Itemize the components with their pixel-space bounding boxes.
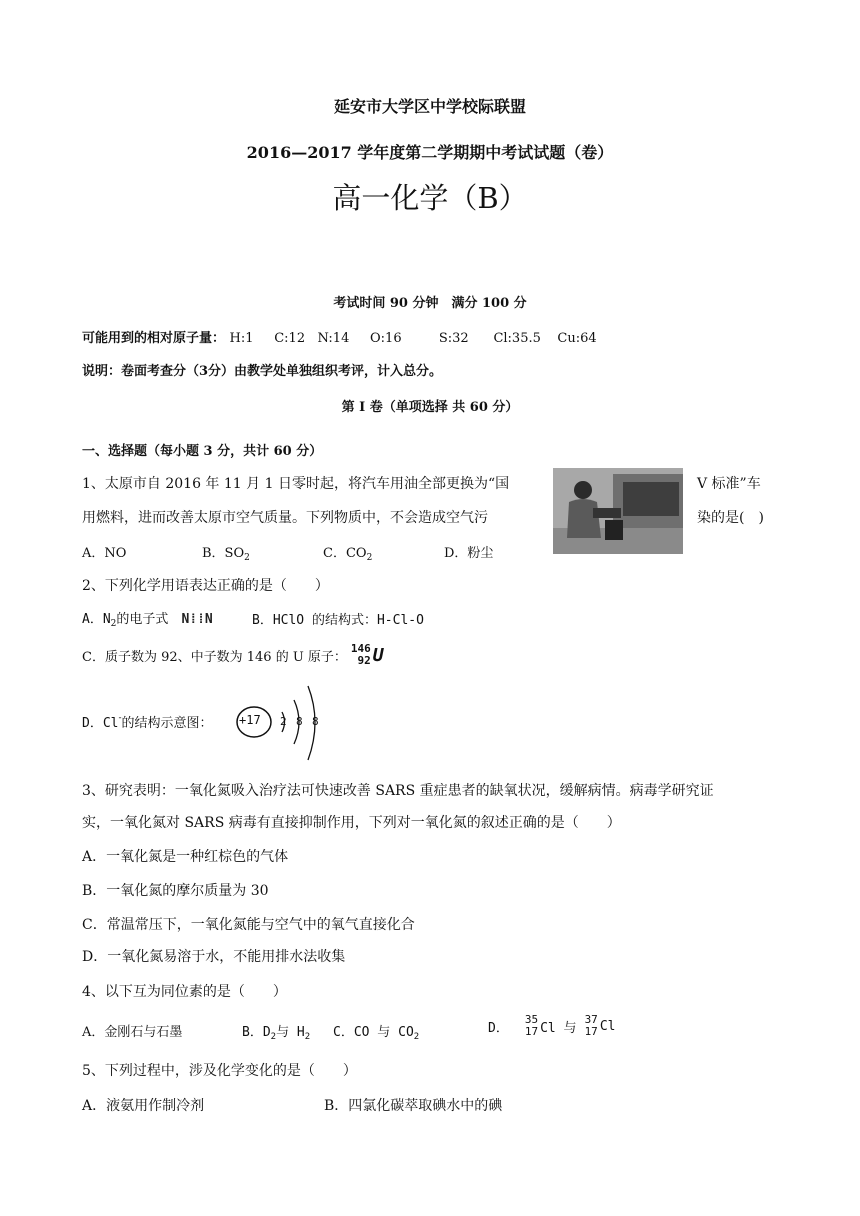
q3-option-d: D．一氧化氮易溶于水，不能用排水法收集 (82, 949, 346, 965)
q5-stem: 5、下列过程中，涉及化学变化的是（ ） (82, 1063, 357, 1079)
q2-option-a: A．$N_2$的电子式 N⁞⁞N (82, 612, 213, 629)
q4-option-a: A．金刚石与石墨 (82, 1025, 183, 1040)
exam-term-heading: 2016—2017 学年度第二学期期中考试试题（卷） (246, 143, 614, 162)
q1-option-a: A．NO (82, 546, 127, 561)
atomic-mass-n: N:14 (317, 331, 350, 346)
atomic-mass-line (82, 327, 597, 346)
exam-time-info: 考试时间 90 分钟 满分 100 分 (333, 296, 527, 311)
q3-option-c: C．常温常压下，一氧化氮能与空气中的氧气直接化合 (82, 917, 415, 933)
q3-line1: 3、研究表明：一氧化氮吸入治疗法可快速改善 SARS 重症患者的缺氧状况，缓解病情。病毒学研究证 (82, 783, 714, 799)
page-title: 高一化学（B） (332, 181, 528, 215)
scoring-note: 说明：卷面考查分（3分）由教学处单独组织考评，计入总分。 (82, 364, 443, 379)
shell-1-electrons: 2 (280, 715, 287, 728)
q5-option-a: A．液氨用作制冷剂 (82, 1098, 205, 1114)
n2-electron-formula: N⁞⁞N (181, 612, 213, 627)
q1-option-b: B．$SO_2$ (202, 546, 250, 563)
refueling-photo (553, 468, 683, 554)
section-title: 一、选择题（每小题 3 分，共计 60 分） (82, 444, 323, 459)
q4-option-d: D． 35 17 Cl 与 37 17 Cl (488, 1013, 616, 1038)
q1-line1-continued: V 标准”车 (697, 476, 761, 492)
atomic-mass-o: O:16 (370, 331, 402, 346)
uranium-isotope-symbol: 146 92 U (350, 642, 384, 667)
q1-option-c: C．$CO_2$ (323, 546, 373, 563)
q2-option-d: D．Cl-的结构示意图： (82, 713, 213, 731)
atomic-mass-s: S:32 (438, 331, 469, 346)
q2-option-c: C．质子数为 92、中子数为 146 的 U 原子： 146 92 U (82, 642, 384, 667)
q3-line2: 实，一氧化氮对 SARS 病毒有直接抑制作用，下列对一氧化氮的叙述正确的是（ ） (82, 815, 621, 831)
atomic-mass-cl: Cl:35.5 (493, 331, 541, 346)
q1-line2-continued: 染的是( ) (697, 510, 764, 526)
q1-line2: 用燃料，进而改善太原市空气质量。下列物质中，不会造成空气污 (82, 510, 488, 526)
q1-option-d: D．粉尘 (444, 546, 494, 561)
q1-line1: 1、太原市自 2016 年 11 月 1 日零时起，将汽车用油全部更换为“国 (82, 476, 510, 492)
atomic-mass-h: H:1 (229, 331, 254, 346)
part-one-title: 第 I 卷（单项选择 共 60 分） (341, 400, 519, 415)
cl37-isotope: 37 17 Cl (584, 1013, 616, 1038)
q2-option-b: B．HClO 的结构式：H-Cl-O (252, 613, 424, 628)
school-alliance-heading: 延安市大学区中学校际联盟 (333, 97, 526, 116)
q3-option-a: A．一氧化氮是一种红棕色的气体 (82, 849, 289, 865)
q2-stem: 2、下列化学用语表达正确的是（ ） (82, 578, 329, 594)
atomic-mass-label: 可能用到的相对原子量： (82, 331, 226, 346)
q4-stem: 4、以下互为同位素的是（ ） (82, 984, 287, 1000)
cl35-isotope: 35 17 Cl 与 (524, 1013, 577, 1038)
q4-option-c: C．CO 与 $CO_2$ (333, 1025, 420, 1042)
atomic-mass-cu: Cu:64 (557, 331, 597, 346)
shell-3-electrons: 8 (312, 715, 319, 728)
q4-option-b: B．$D_2$与 $H_2$ (242, 1025, 311, 1042)
nucleus-charge: +17 (239, 713, 261, 727)
shell-2-electrons: 8 (296, 715, 303, 728)
q3-option-b: B．一氧化氮的摩尔质量为 30 (82, 883, 269, 899)
atomic-mass-c: C:12 (274, 331, 306, 346)
q5-option-b: B．四氯化碳萃取碘水中的碘 (324, 1098, 503, 1114)
